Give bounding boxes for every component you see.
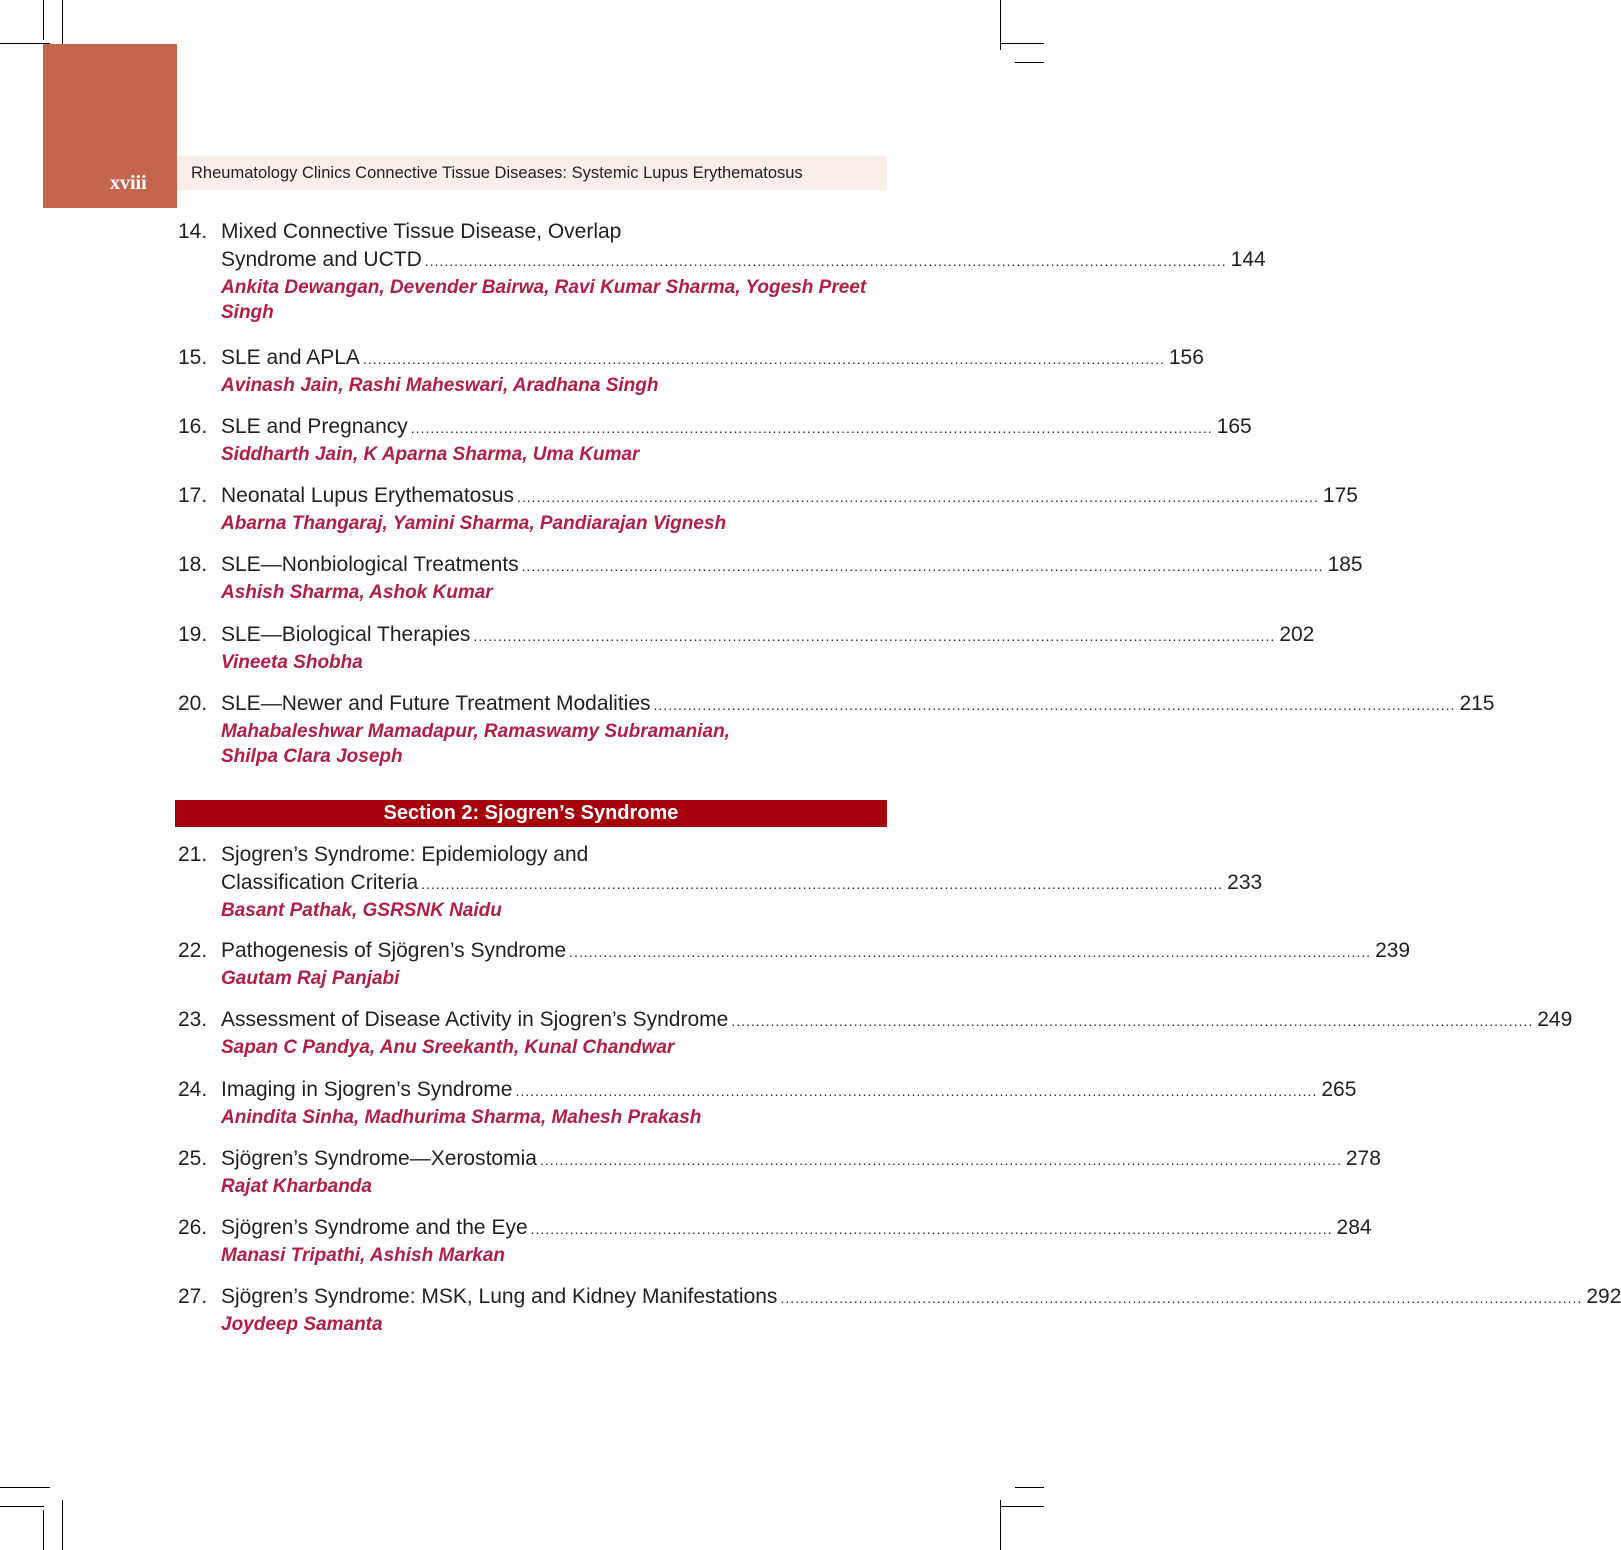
- toc-entry[interactable]: [178, 1145, 1381, 1199]
- crop-mark: [1000, 1500, 1001, 1550]
- toc-entry[interactable]: [178, 1006, 1573, 1060]
- entry-authors: Abarna Thangaraj, Yamini Sharma, Pandiarajan Vignesh: [221, 513, 727, 534]
- crop-mark: [1000, 43, 1044, 44]
- entry-page: 165: [1216, 415, 1252, 438]
- toc-entry[interactable]: [178, 1214, 1372, 1268]
- entry-authors: Mahabaleshwar Mamadapur, Ramaswamy Subramanian,: [221, 721, 730, 742]
- toc-entry[interactable]: [178, 690, 1495, 769]
- entry-number: 16.: [178, 415, 208, 438]
- entry-number: 19.: [178, 623, 208, 646]
- entry-authors: Ashish Sharma, Ashok Kumar: [221, 582, 493, 603]
- dot-leader: ....................................................................................................................................................................: [731, 1013, 1534, 1029]
- entry-page: 249: [1537, 1008, 1573, 1031]
- entry-title: Sjögren’s Syndrome and the Eye: [221, 1216, 528, 1239]
- entry-page: 278: [1345, 1147, 1381, 1170]
- entry-authors: Gautam Raj Panjabi: [221, 968, 400, 989]
- toc-entry[interactable]: [178, 621, 1315, 675]
- entry-title: Sjogren’s Syndrome: Epidemiology and: [221, 843, 589, 866]
- entry-page: 144: [1230, 248, 1266, 271]
- toc-entry[interactable]: [178, 551, 1363, 605]
- entry-title: Imaging in Sjogren’s Syndrome: [221, 1078, 513, 1101]
- entry-title: Sjögren’s Syndrome: MSK, Lung and Kidney Manifestations: [221, 1285, 778, 1308]
- entry-page: 215: [1459, 692, 1495, 715]
- dot-leader: ....................................................................................................................................................................: [521, 558, 1324, 574]
- toc-entry[interactable]: [178, 218, 1266, 325]
- dot-leader: ....................................................................................................................................................................: [424, 253, 1227, 269]
- entry-number: 14.: [178, 220, 208, 243]
- crop-mark: [62, 1500, 63, 1550]
- section-heading: Section 2: Sjogren’s Syndrome: [175, 800, 887, 827]
- entry-authors: Basant Pathak, GSRSNK Naidu: [221, 900, 502, 921]
- entry-page: 185: [1327, 553, 1363, 576]
- entry-number: 23.: [178, 1008, 208, 1031]
- entry-authors: Anindita Sinha, Madhurima Sharma, Mahesh Prakash: [221, 1107, 702, 1128]
- dot-leader: ....................................................................................................................................................................: [515, 1083, 1318, 1099]
- entry-title: SLE and APLA: [221, 346, 360, 369]
- entry-title: Sjögren’s Syndrome—Xerostomia: [221, 1147, 537, 1170]
- crop-mark: [43, 0, 44, 40]
- entry-authors: Sapan C Pandya, Anu Sreekanth, Kunal Chandwar: [221, 1037, 675, 1058]
- entry-title: Mixed Connective Tissue Disease, Overlap: [221, 220, 622, 243]
- entry-page: 175: [1322, 484, 1358, 507]
- running-header: [177, 156, 887, 190]
- crop-mark: [43, 1510, 44, 1550]
- crop-mark: [62, 0, 63, 50]
- entry-number: 17.: [178, 484, 208, 507]
- toc-entry[interactable]: [178, 482, 1358, 536]
- entry-number: 21.: [178, 843, 208, 866]
- entry-title: SLE—Biological Therapies: [221, 623, 471, 646]
- toc-entry[interactable]: [178, 344, 1204, 398]
- entry-title: SLE and Pregnancy: [221, 415, 408, 438]
- crop-mark: [0, 1487, 50, 1488]
- entry-page: 292: [1586, 1285, 1621, 1308]
- entry-number: 22.: [178, 939, 208, 962]
- entry-number: 25.: [178, 1147, 208, 1170]
- entry-number: 24.: [178, 1078, 208, 1101]
- entry-number: 26.: [178, 1216, 208, 1239]
- toc-entry[interactable]: [178, 937, 1411, 991]
- crop-mark: [1000, 1506, 1044, 1507]
- dot-leader: ....................................................................................................................................................................: [362, 351, 1165, 367]
- entry-authors: Manasi Tripathi, Ashish Markan: [221, 1245, 506, 1266]
- toc-entry[interactable]: [178, 413, 1252, 467]
- entry-title: Neonatal Lupus Erythematosus: [221, 484, 515, 507]
- entry-number: 15.: [178, 346, 208, 369]
- entry-title: Assessment of Disease Activity in Sjogren’s Syndrome: [221, 1008, 729, 1031]
- crop-mark: [1015, 62, 1044, 63]
- page-number: xviii: [110, 172, 147, 194]
- entry-authors: Vineeta Shobha: [221, 652, 363, 673]
- entry-title-continued: Syndrome and UCTD: [221, 248, 422, 271]
- entry-number: 18.: [178, 553, 208, 576]
- dot-leader: ....................................................................................................................................................................: [653, 697, 1456, 713]
- crop-mark: [0, 1506, 44, 1507]
- running-title: Rheumatology Clinics Connective Tissue Diseases: Systemic Lupus Erythematosus: [191, 164, 803, 182]
- entry-number: 20.: [178, 692, 208, 715]
- entry-authors: Ankita Dewangan, Devender Bairwa, Ravi Kumar Sharma, Yogesh Preet: [221, 277, 867, 298]
- entry-page: 284: [1336, 1216, 1372, 1239]
- dot-leader: ....................................................................................................................................................................: [421, 876, 1224, 892]
- toc-entry[interactable]: [178, 1076, 1357, 1130]
- entry-authors: Avinash Jain, Rashi Maheswari, Aradhana Singh: [221, 375, 659, 396]
- crop-mark: [1015, 1487, 1044, 1488]
- dot-leader: ....................................................................................................................................................................: [569, 944, 1372, 960]
- entry-title: Pathogenesis of Sjögren’s Syndrome: [221, 939, 567, 962]
- dot-leader: ....................................................................................................................................................................: [517, 489, 1319, 505]
- entry-page: 202: [1279, 623, 1315, 646]
- entry-authors: Rajat Kharbanda: [221, 1176, 372, 1197]
- toc-entry[interactable]: [178, 841, 1263, 923]
- dot-leader: ....................................................................................................................................................................: [530, 1221, 1333, 1237]
- entry-number: 27.: [178, 1285, 208, 1308]
- entry-page: 156: [1168, 346, 1204, 369]
- toc-entry[interactable]: [178, 1283, 1621, 1337]
- dot-leader: ....................................................................................................................................................................: [539, 1152, 1342, 1168]
- entry-page: 265: [1321, 1078, 1357, 1101]
- entry-authors-continued: Shilpa Clara Joseph: [221, 746, 403, 767]
- entry-page: 239: [1375, 939, 1411, 962]
- dot-leader: ....................................................................................................................................................................: [780, 1290, 1583, 1306]
- entry-title: SLE—Newer and Future Treatment Modalities: [221, 692, 651, 715]
- entry-authors-continued: Singh: [221, 302, 274, 323]
- entry-authors: Siddharth Jain, K Aparna Sharma, Uma Kumar: [221, 444, 640, 465]
- entry-title: SLE—Nonbiological Treatments: [221, 553, 519, 576]
- entry-authors: Joydeep Samanta: [221, 1314, 383, 1335]
- dot-leader: ....................................................................................................................................................................: [473, 628, 1276, 644]
- dot-leader: ....................................................................................................................................................................: [410, 420, 1213, 436]
- entry-title-continued: Classification Criteria: [221, 871, 419, 894]
- entry-page: 233: [1227, 871, 1263, 894]
